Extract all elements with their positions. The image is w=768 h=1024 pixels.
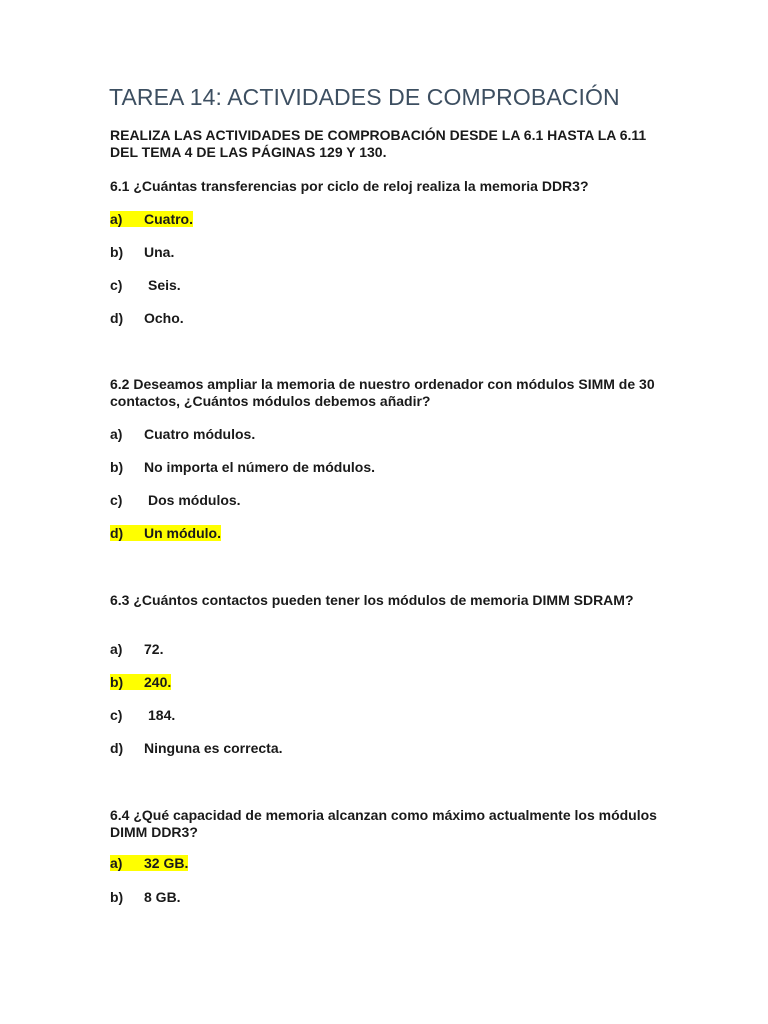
option-letter: b) <box>110 674 124 690</box>
question-6-4-option-b <box>110 889 181 906</box>
option-letter: c) <box>110 277 123 293</box>
question-6-2-option-c <box>110 492 241 509</box>
page-title: TAREA 14: ACTIVIDADES DE COMPROBACIÓN <box>109 84 620 110</box>
option-letter: b) <box>110 889 124 905</box>
question-6-3-option-a <box>110 641 163 658</box>
option-text: Seis. <box>148 277 181 293</box>
option-letter: a) <box>110 641 123 657</box>
question-6-3-option-d <box>110 740 283 757</box>
option-letter: d) <box>110 740 124 756</box>
option-text: 8 GB. <box>144 889 181 905</box>
option-text: 32 GB. <box>144 855 189 871</box>
question-6-3: 6.3 ¿Cuántos contactos pueden tener los módulos de memoria DIMM SDRAM? <box>110 592 634 608</box>
option-text: Ocho. <box>144 310 184 326</box>
option-text: 184. <box>148 707 176 723</box>
option-letter: a) <box>110 211 123 227</box>
option-letter: c) <box>110 707 123 723</box>
option-text: Cuatro. <box>144 211 193 227</box>
option-text: Un módulo. <box>144 525 221 541</box>
question-6-1-option-a <box>110 211 193 228</box>
option-text: Ninguna es correcta. <box>144 740 283 756</box>
option-letter: c) <box>110 492 123 508</box>
question-6-2-option-a <box>110 426 255 443</box>
instructions-text: REALIZA LAS ACTIVIDADES DE COMPROBACIÓN DESDE LA 6.1 HASTA LA 6.11 DEL TEMA 4 DE LAS PÁGINAS 129 Y 130. <box>110 127 647 160</box>
question-6-1-option-c <box>110 277 181 294</box>
question-6-3-option-c <box>110 707 175 724</box>
option-letter: b) <box>110 244 124 260</box>
option-text: Una. <box>144 244 175 260</box>
question-6-4-option-a <box>110 855 188 872</box>
option-text: Cuatro módulos. <box>144 426 256 442</box>
question-6-1: 6.1 ¿Cuántas transferencias por ciclo de reloj realiza la memoria DDR3? <box>110 178 589 194</box>
question-6-4: 6.4 ¿Qué capacidad de memoria alcanzan como máximo actualmente los módulos DIMM DDR3? <box>110 807 657 840</box>
question-6-2-option-b <box>110 459 375 476</box>
option-letter: a) <box>110 855 123 871</box>
option-text: Dos módulos. <box>148 492 241 508</box>
option-text: 240. <box>144 674 172 690</box>
question-6-3-option-b <box>110 674 171 691</box>
option-letter: a) <box>110 426 123 442</box>
option-letter: b) <box>110 459 124 475</box>
question-6-1-option-b <box>110 244 174 261</box>
question-6-2-option-d <box>110 525 221 542</box>
question-6-2: 6.2 Deseamos ampliar la memoria de nuestro ordenador con módulos SIMM de 30 contactos, ¿Cuántos módulos debemos añadir? <box>110 376 655 409</box>
option-letter: d) <box>110 525 124 541</box>
question-6-1-option-d <box>110 310 184 327</box>
option-text: No importa el número de módulos. <box>144 459 376 475</box>
option-letter: d) <box>110 310 124 326</box>
option-text: 72. <box>144 641 164 657</box>
